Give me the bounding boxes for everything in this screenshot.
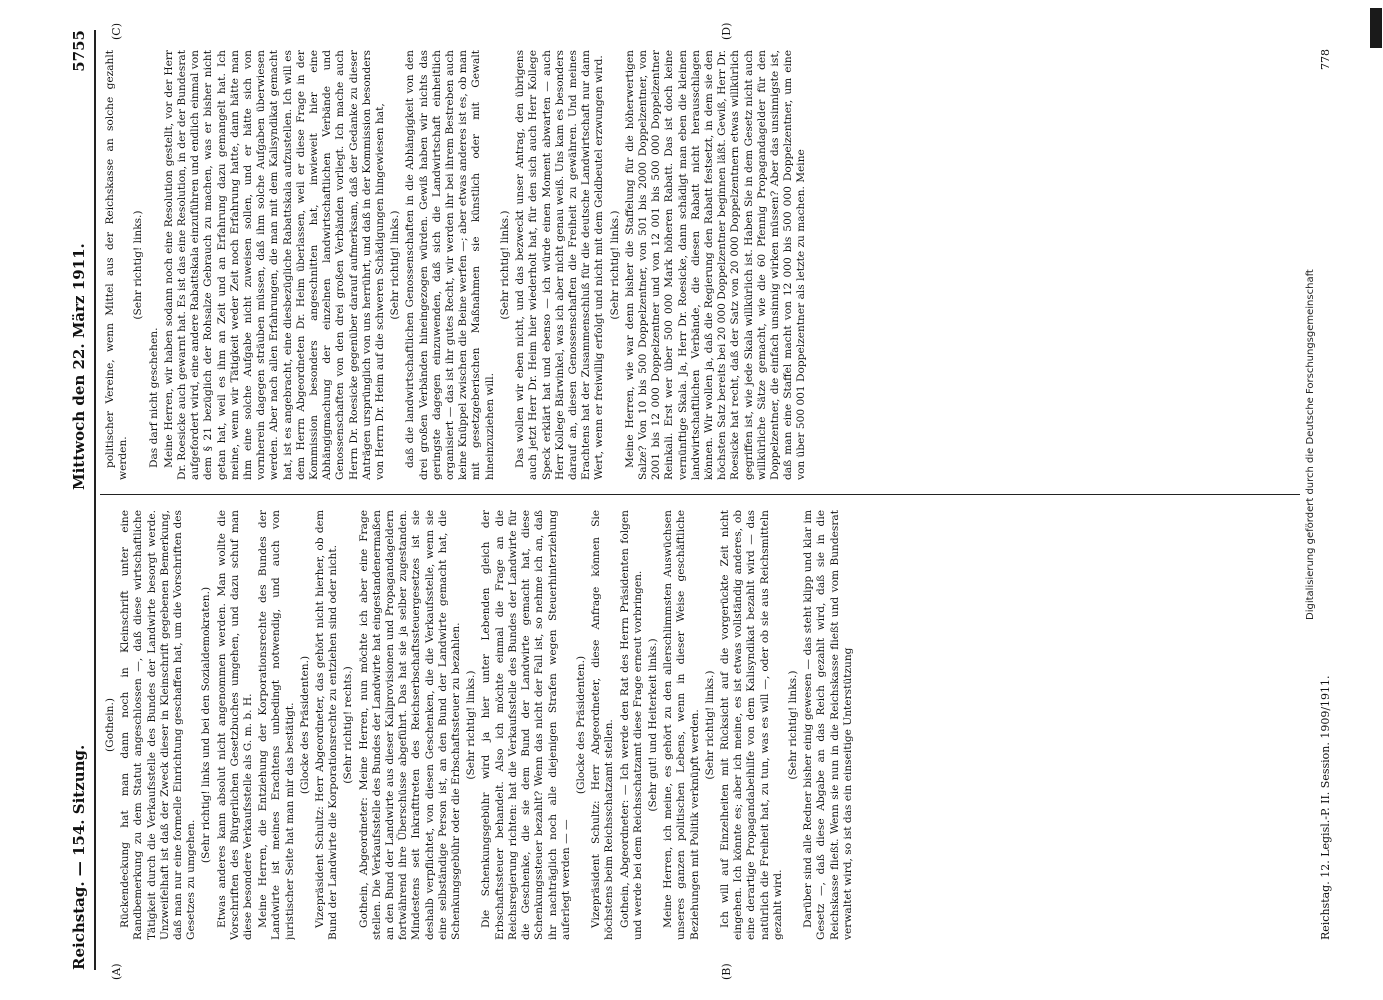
paragraph: Etwas anderes kann absolut nicht angenommen werden. Man wollte die Vorschriften des Bürgerlichen Gesetzbuches umgehen, und dazu schuf man diese besondere Verkaufsstelle als G. m. b. H. bbox=[215, 510, 255, 940]
paragraph: daß die landwirtschaftlichen Genossenschaften in die Abhängigkeit von den drei großen Verbänden hineingezogen würden. Gewiß haben wir nichts das geringste dagegen einzuwenden, daß sich die Landwirtschaft einheitlich organisiert — das ist ihr gutes Recht, wir werden ihr bei ihrem Bestreben auch keine Knüppel zwischen die Beine werfen —; aber etwas anderes ist es, ob man mit gesetzgeberischen Maßnahmen sie künstlich oder mit Gewalt hineinzuziehen will. bbox=[404, 50, 496, 480]
paragraph: Rückendeckung hat man dann noch in Kleinschrift unter eine Randbemerkung zu dem Statut angeschlossen —, daß diese wirtschaftliche Tätigkeit durch die Verkaufsstelle des Bundes der Landwirte besorgt werde. Unzweifelhaft ist daß der Zweck dieser in Kleinschrift gegebenen Bemerkung, daß man nur eine formelle Einrichtung geschaffen hat, um die Vorschriften des Gesetzes zu umgehen. bbox=[119, 510, 198, 940]
header-middle: Mittwoch den 22. März 1911. bbox=[70, 243, 88, 490]
paragraph: Meine Herren, wir haben sodann noch eine Resolution gestellt, vor der Herr Dr. Roesicke auch gewarnt hat. Es ist das eine Resolution, in der der Bundesrat aufgefordert wird, eine andere Rabattskala einzuführen und endlich einmal von dem § 21 bezüglich der Rohsalze Gebrauch zu machen, was er bisher nicht getan hat, weil es ihm an Zeit und an Erfahrung dazu gemangelt hat. Ich meine, wenn wir Tätigkeit weder Zeit noch Erfahrung hatte, dann hätte man ihm eine solche Aufgabe nicht zuweisen sollen, und er hätte sich von vornherein dagegen sträuben müssen, daß ihm solche Aufgaben überwiesen werden. Aber nach allen Erfahrungen, die man mit dem Kalisyndikat gemacht hat, ist es angebracht, eine diesbezügliche Rabattskala aufzustellen. Ich will es dem Herrn Abgeordneten Dr. Heim überlassen, weil er diese Frage in der Kommission besonders angeschnitten hat, inwieweit hier eine Abhängigmachung der einzelnen landwirtschaftlichen Verbände und Genossenschaften von den drei großen Verbänden vorliegt. Ich mache auch Herrn Dr. Roesicke gegenüber darauf aufmerksam, daß der Gedanke zu dieser Anträgen ursprünglich von uns herrührt, und daß in der Kommission besonders von Herrn Dr. Heim auf die schweren Schädigungen hingewiesen hat, bbox=[162, 50, 387, 480]
paragraph: (Glocke des Präsidenten.) bbox=[574, 655, 587, 795]
header-left: Reichstag. — 154. Sitzung. bbox=[70, 744, 88, 970]
paragraph: (Sehr richtig! links.) bbox=[132, 210, 145, 320]
paragraph: (Sehr richtig! links.) bbox=[703, 670, 716, 780]
margin-letter-a: (A) bbox=[110, 963, 123, 980]
page-header bbox=[70, 30, 96, 970]
paragraph: Meine Herren, wie war denn bisher die Staffelung für die höherwertigen Salze? Von 10 bis 500 Doppelzentner, von 501 bis 2000 Doppelzentner, von 2001 bis 12 000 Doppelzentner und von 12 001 bis 500 000 Doppelzentner Reinkali. Erst wer über 500 000 Mark höheren Rabatt. Das ist doch keine vernünftige Skala. Ja, Herr Dr. Roesicke, dann schädigt man eben die kleinen landwirtschaftlichen Verbände, die diesen Rabatt nicht herausschlagen können. Wir wollen ja, daß die Regierung den Rabatt festsetzt, in dem sie den höchsten Satz bereits bei 20 000 Doppelzentner beginnen läßt. Gewiß, Herr Dr. Roesicke hat recht, daß der Satz von 20 000 Doppelzentnern etwas willkürlich gegriffen ist, wie jede Skala willkürlich ist. Haben Sie in dem Gesetz nicht auch willkürliche Sätze gemacht, wie die 60 Pfennig Propagandagelder für den Doppelzentner, die einfach unsinnig wirken müssen? Aber das unsinnigste ist, daß man eine Staffel macht von 12 000 bis 500 000 Doppelzentner, um eine von über 500 001 Doppelzentner als letzte zu machen. Meine bbox=[623, 50, 808, 480]
paragraph: (Sehr gut! und Heiterkeit links.) bbox=[646, 638, 659, 812]
margin-letter-b: (B) bbox=[720, 963, 733, 980]
paragraph: (Gothein.) bbox=[104, 697, 116, 753]
header-page-number: 5755 bbox=[70, 30, 88, 72]
dfg-logo bbox=[1370, 8, 1382, 48]
paragraph: Gothein, Abgeordneter: Meine Herren, nun möchte ich aber eine Frage stellen. Die Verkaufsstelle des Bundes der Landwirte hat eingestandenermaßen an den Bund der Landwirte aus dieser Kaliprovisionen und Propagandageldern fortwährend ihre Überschüsse abgeführt. Das hat sie ja selber zugestanden. Mindestens seit Inkrafttreten des Reichserbschaftssteuergesetzes ist sie deshalb verpflichtet, von diesen Geschenken, die die Verkaufsstelle, wenn sie eine selbständige Person ist, an den Bund der Landwirte gemacht hat, die Schenkungsgebühr oder die Erbschaftssteuer zu bezahlen. bbox=[357, 510, 463, 940]
paragraph: Vizepräsident Schultz: Herr Abgeordneter, diese Anfrage können Sie höchstens beim Reichsschatzamt stellen. bbox=[590, 510, 616, 940]
paragraph: (Glocke des Präsidenten.) bbox=[298, 655, 311, 795]
paragraph: (Sehr richtig! links.) bbox=[498, 210, 511, 320]
paragraph: (Sehr richtig! links.) bbox=[608, 210, 621, 320]
paragraph: Vizepräsident Schultz: Herr Abgeordneter, das gehört nicht hierher, ob dem Bund der Landwirte die Korporationsrechte zu entziehen sind oder nicht. bbox=[314, 510, 340, 940]
digitization-note: Digitalisierung gefördert durch die Deutsche Forschungsgemeinschaft bbox=[1305, 269, 1316, 620]
paragraph: Die Schenkungsgebühr wird ja hier unter Lebenden gleich der Erbschaftssteuer behandelt. Also ich möchte einmal die Frage an die Reichsregierung richten: hat die Verkaufsstelle des Bundes der Landwirte für die Geschenke, die sie dem Bund der Landwirte gemacht hat, diese Schenkungssteuer bezahlt? Wenn das nicht der Fall ist, so nehme ich an, daß ihr nachträglich noch alle diejenigen Strafen wegen Steuerhinterziehung auferlegt werden — — bbox=[480, 510, 572, 940]
paragraph: (Sehr richtig! rechts.) bbox=[342, 666, 355, 784]
margin-letter-d: (D) bbox=[720, 22, 733, 40]
paragraph: (Sehr richtig! links und bei den Sozialdemokraten.) bbox=[200, 586, 213, 864]
paragraph: Das darf nicht geschehen. bbox=[147, 327, 160, 468]
paragraph: (Sehr richtig! links.) bbox=[786, 670, 799, 780]
page-footer-number: 778 bbox=[1319, 49, 1332, 70]
paragraph: Meine Herren, die Entziehung der Korporationsrechte des Bundes der Landwirte ist meines Erachtens unbedingt notwendig, und auch von juristischer Seite hat man mir das bestätigt. bbox=[257, 510, 296, 940]
right-column bbox=[104, 50, 1320, 480]
margin-letter-c: (C) bbox=[110, 23, 123, 40]
paragraph: Gothein, Abgeordneter: — Ich werde den Rat des Herrn Präsidenten folgen und werde bei dem Reichsschatzamt diese Frage erneut vorbringen. bbox=[618, 510, 644, 940]
left-column bbox=[104, 510, 1320, 940]
paragraph: Darüber sind alle Redner bisher einig gewesen — das steht klipp und klar im Gesetz —, daß diese Abgabe an das Reich gezahlt wird, daß sie in die Reichskasse fließt. Wenn sie nun in die Reichskasse fließt und vom Bundesrat verwaltet wird, so ist das ein einseitige Unterstützung bbox=[802, 510, 854, 940]
paragraph: Ich will auf Einzelheiten mit Rücksicht auf die vorgerückte Zeit nicht eingehen. Ich könnte es; aber ich meine, es ist etwas vollständig anderes, ob eine derartige Propagandabeihilfe von dem Kalisyndikat bezahlt wird — das natürlich die Freiheit hat, zu tun, was es will —, oder ob sie aus Reichsmitteln gezahlt wird. bbox=[718, 510, 784, 940]
paragraph: politischer Vereine, wenn Mittel aus der Reichskasse an solche gezahlt werden. bbox=[104, 50, 130, 480]
paragraph: Das wollen wir eben nicht, und das bezweckt unser Antrag, den übrigens auch jetzt Herr Dr. Heim hier wiederholt hat, für den sich auch Herr Kollege Speck erklärt hat und ebenso — ich würde einen Moment abwarten — auch Herr Kollege Bärwinkel, was ich aber nicht genau weiß. Uns kam es besonders darauf an, diesen Genossenschaften die Freiheit zu gewähren. Und meines Erachtens hat der Zusammenschluß für die deutsche Landwirtschaft nur dann Wert, wenn er freiwillig erfolgt und nicht mit dem Geldbeutel erzwungen wird. bbox=[514, 50, 606, 480]
page-footer: Reichstag. 12. Legisl.-P. II. Session. 1909/1911. bbox=[1319, 675, 1332, 940]
paragraph: (Sehr richtig! links.) bbox=[465, 670, 478, 780]
digitization-strip bbox=[1305, 0, 1329, 1000]
document-page bbox=[60, 0, 1340, 1000]
column-divider bbox=[100, 494, 1300, 495]
paragraph: Meine Herren, ich meine, es gehört zu den allerschlimmsten Auswüchsen unseres ganzen politischen Lebens, wenn in dieser Weise geschäftliche Beziehungen mit Politik verknüpft werden. bbox=[662, 510, 701, 940]
paragraph: (Sehr richtig! links.) bbox=[389, 210, 402, 320]
